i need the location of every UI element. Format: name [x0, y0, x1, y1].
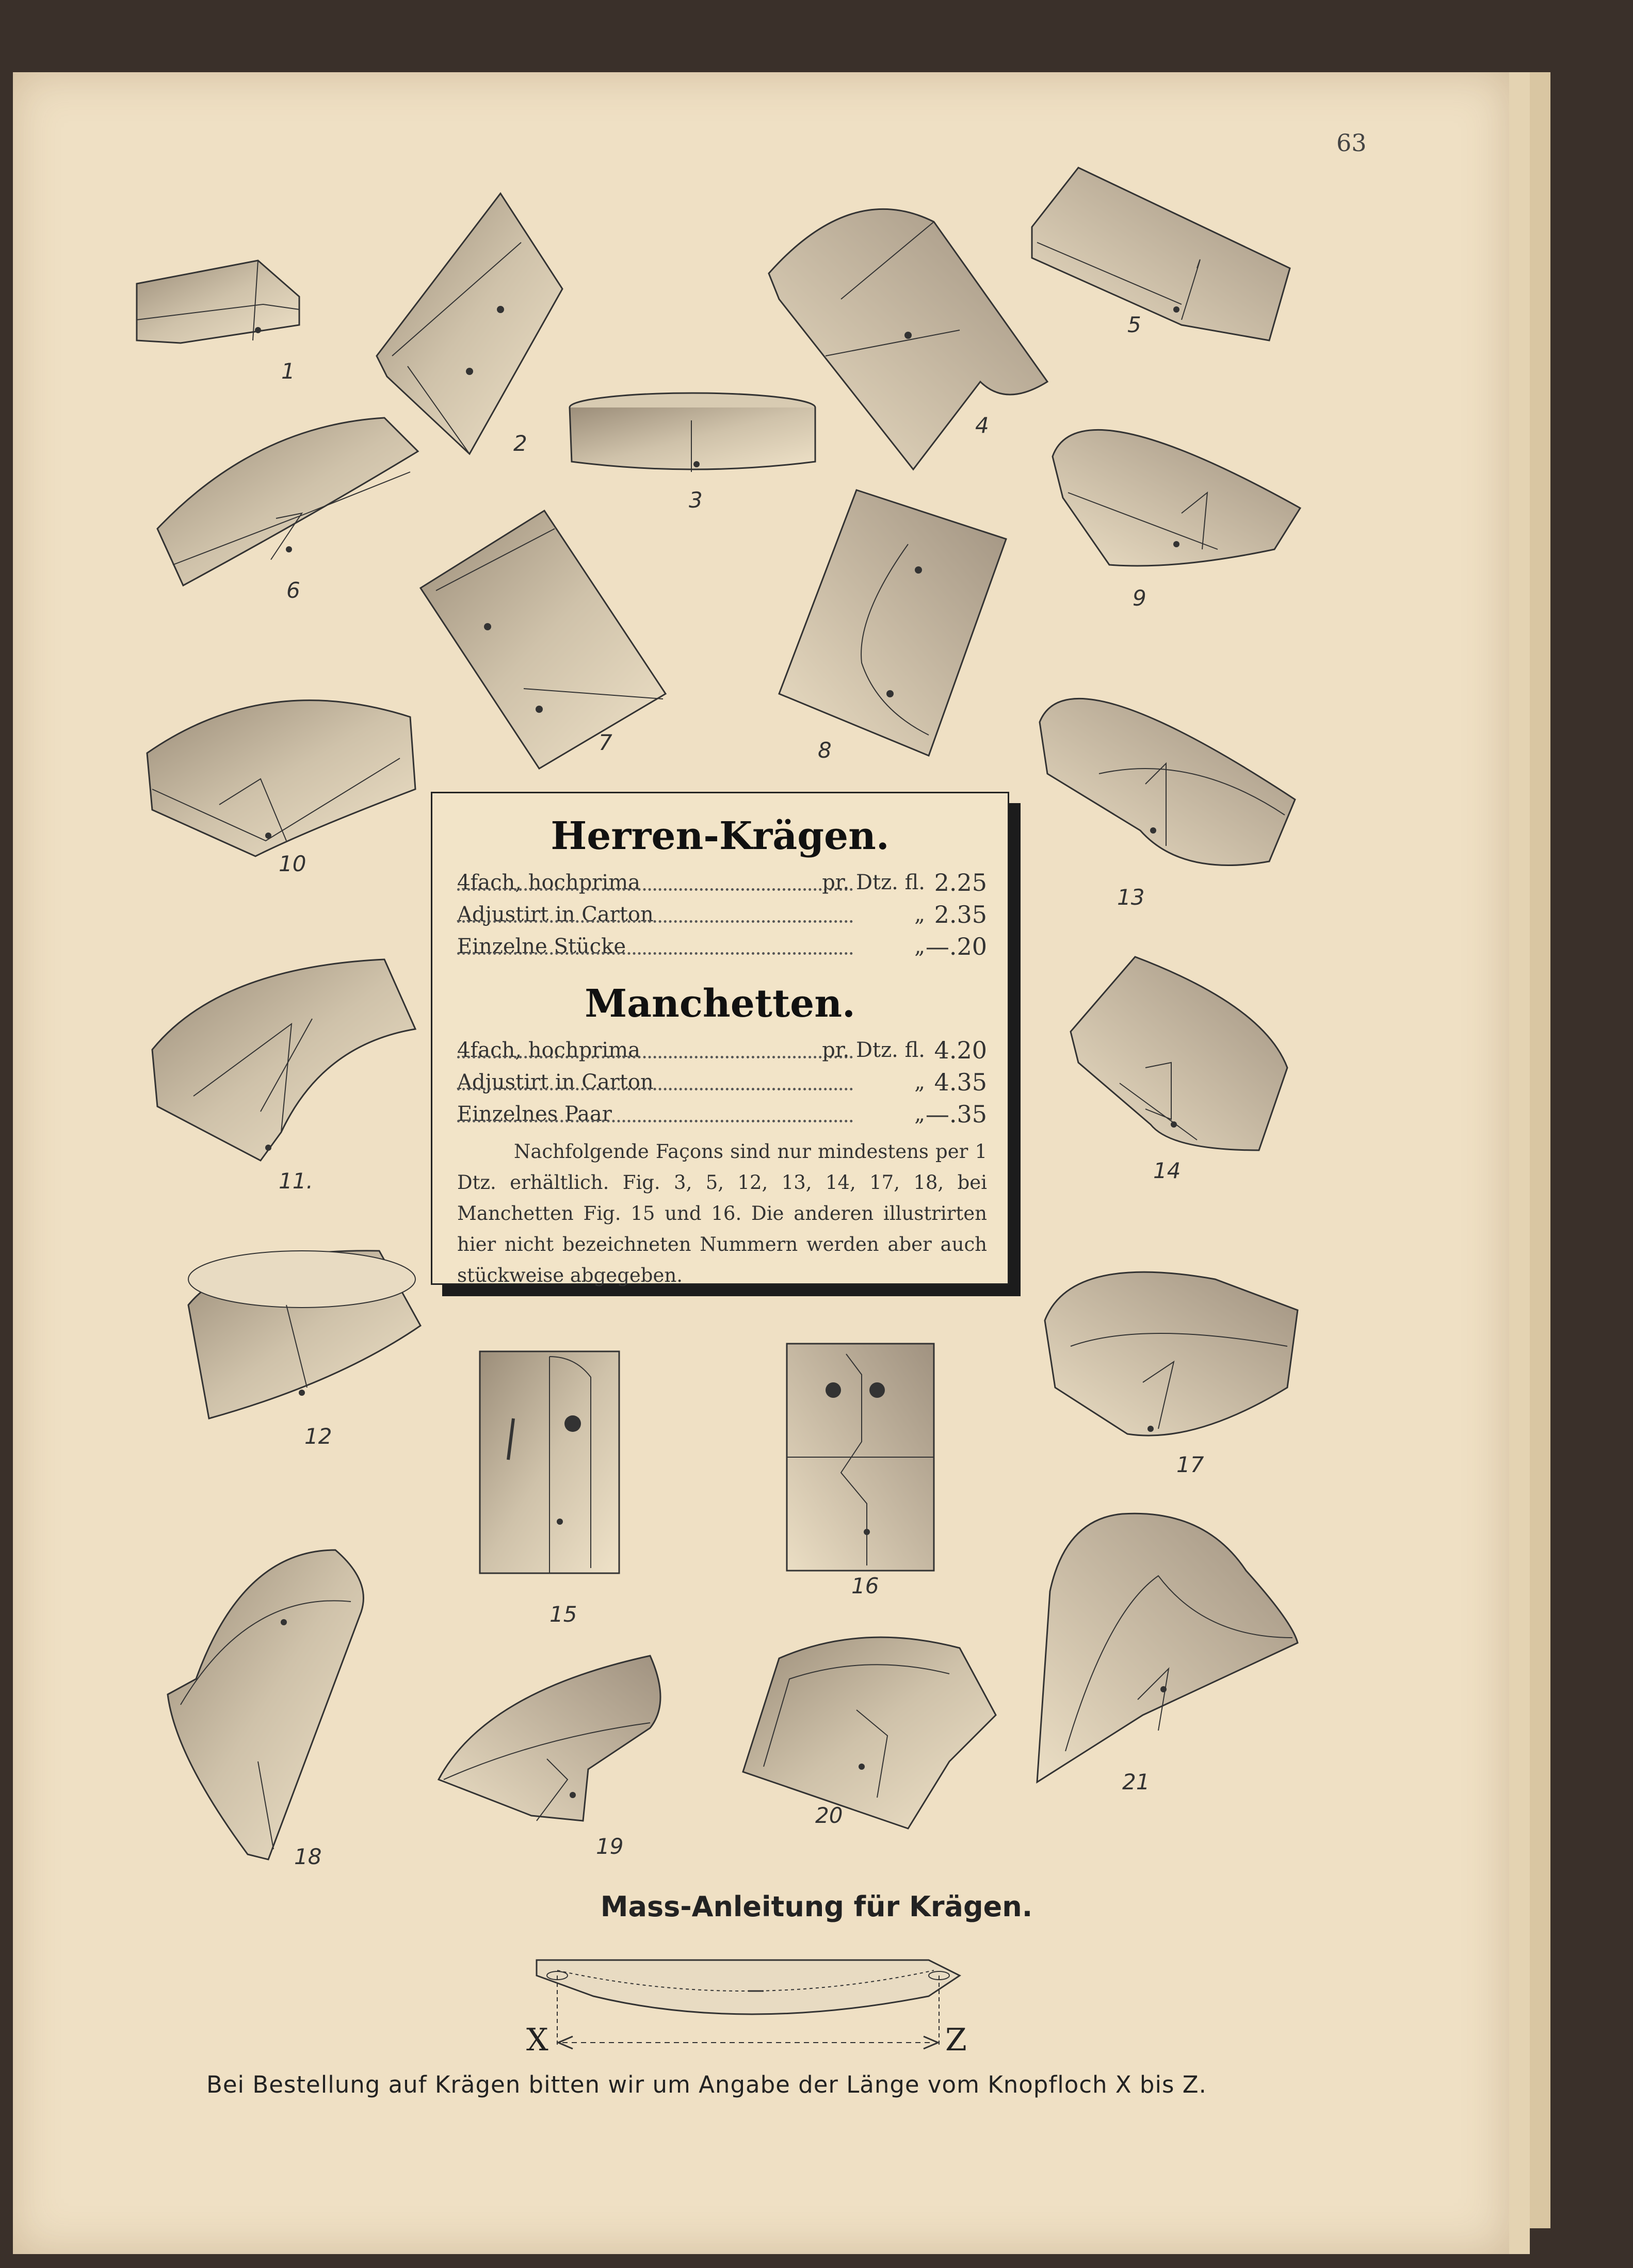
figure-label: 14 — [1153, 1158, 1181, 1183]
figure-label: 11. — [279, 1168, 313, 1194]
page-edge — [1509, 72, 1530, 2254]
price-unit: „ — [914, 903, 925, 926]
price-label: 4fach, hochprima — [457, 1038, 640, 1062]
price-label: 4fach, hochprima — [457, 871, 640, 894]
price-value: 2.25 — [934, 869, 987, 896]
price-label: Einzelnes Paar — [457, 1102, 612, 1126]
price-value: 4.20 — [934, 1036, 987, 1064]
price-unit: „ — [914, 935, 925, 958]
measure-title: Mass-Anleitung für Krägen. — [600, 1890, 1033, 1923]
collar-figure-10 — [142, 686, 421, 861]
collar-figure-9 — [1047, 395, 1305, 580]
measure-collar-diagram — [526, 1939, 970, 2053]
price-unit: pr. Dtz. fl. — [822, 1038, 925, 1062]
figure-label: 15 — [549, 1602, 577, 1627]
figure-label: 2 — [513, 431, 527, 456]
collar-figure-6 — [152, 415, 421, 591]
collar-figure-19 — [433, 1651, 671, 1826]
page-number: 63 — [1336, 129, 1367, 157]
price-unit: „ — [914, 1070, 925, 1094]
cuff-figure-15 — [477, 1346, 627, 1578]
collar-figure-1 — [134, 248, 304, 356]
price-row — [457, 1038, 987, 1070]
cuffs-heading: Manchetten. — [585, 982, 855, 1026]
price-label: Adjustirt in Carton — [457, 903, 654, 926]
measure-x-label: X — [526, 2022, 548, 2058]
figure-label: 10 — [279, 851, 306, 876]
figure-label: 9 — [1133, 585, 1146, 611]
figure-label: 21 — [1122, 1769, 1150, 1794]
collar-figure-11 — [147, 957, 421, 1163]
price-value: 4.35 — [934, 1068, 987, 1096]
price-value: —.35 — [925, 1100, 987, 1128]
collar-figure-21 — [1034, 1509, 1303, 1798]
figure-label: 5 — [1127, 312, 1141, 337]
collar-figure-13 — [1037, 660, 1305, 877]
figure-label: 20 — [815, 1803, 843, 1828]
measure-z-label: Z — [945, 2022, 967, 2058]
footer-instruction: Bei Bestellung auf Krägen bitten wir um Angabe der Länge vom Knopfloch X bis Z. — [206, 2071, 1207, 2098]
collars-heading: Herren-Krägen. — [551, 814, 890, 858]
figure-label: 1 — [281, 358, 295, 384]
figure-label: 18 — [294, 1844, 322, 1869]
order-note: Nachfolgende Façons sind nur mindestens per 1 Dtz. erhältlich. Fig. 3, 5, 12, 13, 14, 17, 18, bei Manchetten Fig. 15 und 16. Die anderen illustrirten hier nicht bezeichneten Nummern werden aber auch stückweise abgegeben. — [457, 1140, 987, 1286]
price-label: Adjustirt in Carton — [457, 1070, 654, 1094]
collar-figure-12 — [183, 1248, 426, 1424]
figure-label: 3 — [689, 487, 703, 513]
price-unit: „ — [914, 1102, 925, 1126]
collar-figure-5 — [1027, 165, 1295, 351]
figure-label: 13 — [1117, 885, 1145, 910]
price-row — [457, 1102, 987, 1134]
figure-label: 6 — [286, 578, 300, 603]
price-unit: pr. Dtz. fl. — [822, 871, 925, 894]
figure-label: 19 — [596, 1834, 624, 1859]
price-row — [457, 1070, 987, 1102]
figure-label: 12 — [304, 1424, 332, 1449]
collar-figure-7 — [415, 508, 668, 771]
collar-figure-18 — [165, 1540, 371, 1859]
cuff-figure-16 — [784, 1339, 939, 1576]
price-label: Einzelne Stücke — [457, 935, 626, 958]
figure-label: 4 — [975, 413, 989, 438]
figure-label: 17 — [1176, 1452, 1204, 1477]
collar-figure-20 — [733, 1627, 1001, 1834]
price-list-box — [431, 792, 1009, 1285]
price-value: 2.35 — [934, 901, 987, 928]
price-row — [457, 935, 987, 967]
collar-figure-8 — [774, 487, 1011, 761]
figure-label: 7 — [599, 730, 612, 755]
collar-figure-14 — [1068, 954, 1292, 1155]
collar-figure-17 — [1040, 1259, 1303, 1449]
price-value: —.20 — [925, 933, 987, 960]
figure-label: 8 — [818, 738, 832, 763]
figure-label: 16 — [851, 1573, 879, 1598]
collar-figure-4 — [764, 181, 1053, 480]
price-row — [457, 903, 987, 935]
price-row — [457, 871, 987, 903]
